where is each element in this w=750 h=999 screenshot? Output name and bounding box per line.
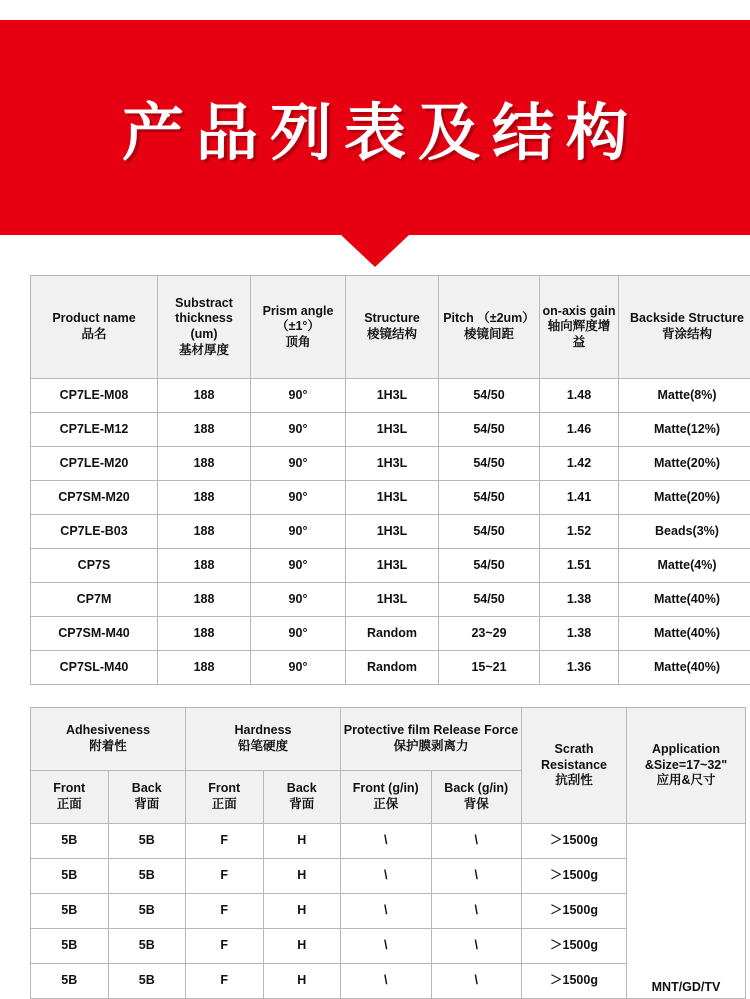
header-substrate-thickness: Substract thickness (um) 基材厚度	[158, 276, 251, 379]
property-spec-table-head	[31, 708, 746, 824]
cell-hardness-front: F	[186, 824, 264, 859]
table-row	[31, 447, 750, 481]
cell-prism-angle: 90°	[251, 447, 346, 481]
table-spacer	[30, 685, 720, 707]
cell-adhesiveness-front: 5B	[31, 859, 109, 894]
cell-adhesiveness-back: 5B	[108, 824, 186, 859]
cell-thickness: 188	[158, 651, 251, 685]
cell-thickness: 188	[158, 379, 251, 413]
cell-prism-angle: 90°	[251, 583, 346, 617]
subheader-release-front: Front (g/in) 正保	[341, 771, 432, 824]
table-row	[31, 515, 750, 549]
cell-product-name: CP7S	[31, 549, 158, 583]
cell-adhesiveness-front: 5B	[31, 894, 109, 929]
cell-pitch: 23~29	[439, 617, 540, 651]
property-spec-table-body	[31, 824, 746, 999]
property-spec-table	[30, 707, 746, 999]
table-group-header-row	[31, 708, 746, 771]
cell-product-name: CP7M	[31, 583, 158, 617]
header-protective-film-release-force: Protective film Release Force 保护膜剥离力	[341, 708, 522, 771]
subheader-release-back: Back (g/in) 背保	[431, 771, 522, 824]
cell-product-name: CP7SM-M40	[31, 617, 158, 651]
cell-pitch: 54/50	[439, 515, 540, 549]
cell-scratch-resistance: ＞1500g	[522, 964, 627, 999]
cell-release-back: \	[431, 894, 522, 929]
cell-release-front: \	[341, 824, 432, 859]
cell-product-name: CP7LE-M20	[31, 447, 158, 481]
cell-gain: 1.42	[540, 447, 619, 481]
cell-adhesiveness-front: 5B	[31, 964, 109, 999]
header-scratch-resistance: Scrath Resistance 抗刮性	[522, 708, 627, 824]
cell-hardness-back: H	[263, 929, 341, 964]
subheader-hardness-front: Front 正面	[186, 771, 264, 824]
cell-hardness-front: F	[186, 859, 264, 894]
cell-prism-angle: 90°	[251, 549, 346, 583]
cell-hardness-front: F	[186, 929, 264, 964]
header-prism-angle: Prism angle（±1°） 顶角	[251, 276, 346, 379]
table-row	[31, 481, 750, 515]
cell-gain: 1.46	[540, 413, 619, 447]
cell-pitch: 54/50	[439, 413, 540, 447]
cell-scratch-resistance: ＞1500g	[522, 824, 627, 859]
cell-prism-angle: 90°	[251, 379, 346, 413]
cell-gain: 1.41	[540, 481, 619, 515]
cell-backside: Matte(20%)	[619, 447, 750, 481]
product-spec-table-head	[31, 276, 750, 379]
cell-structure: 1H3L	[346, 447, 439, 481]
subheader-hardness-back: Back 背面	[263, 771, 341, 824]
cell-backside: Matte(40%)	[619, 617, 750, 651]
cell-adhesiveness-front: 5B	[31, 929, 109, 964]
cell-structure: 1H3L	[346, 515, 439, 549]
header-structure: Structure 棱镜结构	[346, 276, 439, 379]
cell-thickness: 188	[158, 481, 251, 515]
cell-application: MNT/GD/TV	[627, 824, 746, 999]
cell-gain: 1.38	[540, 583, 619, 617]
cell-gain: 1.48	[540, 379, 619, 413]
header-pitch: Pitch （±2um） 棱镜间距	[439, 276, 540, 379]
table-header-row	[31, 276, 750, 379]
cell-release-back: \	[431, 964, 522, 999]
cell-prism-angle: 90°	[251, 413, 346, 447]
cell-release-front: \	[341, 929, 432, 964]
cell-structure: Random	[346, 651, 439, 685]
cell-prism-angle: 90°	[251, 481, 346, 515]
cell-scratch-resistance: ＞1500g	[522, 894, 627, 929]
table-row	[31, 413, 750, 447]
cell-release-front: \	[341, 964, 432, 999]
cell-pitch: 54/50	[439, 379, 540, 413]
cell-pitch: 54/50	[439, 447, 540, 481]
header-application-size: Application &Size=17~32" 应用&尺寸	[627, 708, 746, 824]
cell-release-front: \	[341, 894, 432, 929]
tables-area	[0, 275, 750, 999]
product-spec-table	[30, 275, 750, 685]
table-row	[31, 583, 750, 617]
cell-gain: 1.52	[540, 515, 619, 549]
cell-pitch: 54/50	[439, 549, 540, 583]
cell-product-name: CP7LE-B03	[31, 515, 158, 549]
table-row	[31, 617, 750, 651]
cell-backside: Matte(8%)	[619, 379, 750, 413]
cell-release-back: \	[431, 824, 522, 859]
cell-pitch: 54/50	[439, 481, 540, 515]
cell-backside: Matte(40%)	[619, 651, 750, 685]
banner-arrow-icon	[341, 235, 409, 267]
cell-structure: 1H3L	[346, 583, 439, 617]
header-backside-structure: Backside Structure 背涂结构	[619, 276, 750, 379]
cell-thickness: 188	[158, 583, 251, 617]
cell-backside: Matte(40%)	[619, 583, 750, 617]
cell-structure: 1H3L	[346, 413, 439, 447]
cell-thickness: 188	[158, 617, 251, 651]
cell-product-name: CP7LE-M08	[31, 379, 158, 413]
cell-product-name: CP7SL-M40	[31, 651, 158, 685]
cell-prism-angle: 90°	[251, 651, 346, 685]
page-banner	[0, 0, 750, 275]
cell-adhesiveness-back: 5B	[108, 964, 186, 999]
cell-backside: Matte(12%)	[619, 413, 750, 447]
table-row	[31, 651, 750, 685]
cell-hardness-front: F	[186, 964, 264, 999]
cell-product-name: CP7LE-M12	[31, 413, 158, 447]
cell-prism-angle: 90°	[251, 515, 346, 549]
cell-thickness: 188	[158, 515, 251, 549]
table-row	[31, 549, 750, 583]
cell-hardness-back: H	[263, 964, 341, 999]
table-row	[31, 379, 750, 413]
cell-structure: 1H3L	[346, 481, 439, 515]
cell-pitch: 54/50	[439, 583, 540, 617]
cell-hardness-back: H	[263, 894, 341, 929]
cell-gain: 1.36	[540, 651, 619, 685]
header-adhesiveness: Adhesiveness 附着性	[31, 708, 186, 771]
cell-scratch-resistance: ＞1500g	[522, 929, 627, 964]
cell-release-front: \	[341, 859, 432, 894]
cell-gain: 1.51	[540, 549, 619, 583]
cell-structure: Random	[346, 617, 439, 651]
subheader-adhesiveness-front: Front 正面	[31, 771, 109, 824]
cell-prism-angle: 90°	[251, 617, 346, 651]
cell-backside: Matte(20%)	[619, 481, 750, 515]
cell-backside: Matte(4%)	[619, 549, 750, 583]
cell-adhesiveness-front: 5B	[31, 824, 109, 859]
cell-product-name: CP7SM-M20	[31, 481, 158, 515]
header-hardness: Hardness 铅笔硬度	[186, 708, 341, 771]
cell-hardness-front: F	[186, 894, 264, 929]
cell-gain: 1.38	[540, 617, 619, 651]
cell-hardness-back: H	[263, 859, 341, 894]
subheader-adhesiveness-back: Back 背面	[108, 771, 186, 824]
cell-thickness: 188	[158, 413, 251, 447]
cell-backside: Beads(3%)	[619, 515, 750, 549]
product-spec-table-body	[31, 379, 750, 685]
cell-scratch-resistance: ＞1500g	[522, 859, 627, 894]
cell-thickness: 188	[158, 447, 251, 481]
cell-adhesiveness-back: 5B	[108, 894, 186, 929]
table-row	[31, 824, 746, 859]
page-title: 产品列表及结构	[0, 20, 750, 235]
cell-structure: 1H3L	[346, 549, 439, 583]
cell-pitch: 15~21	[439, 651, 540, 685]
header-on-axis-gain: on-axis gain 轴向辉度增益	[540, 276, 619, 379]
cell-release-back: \	[431, 859, 522, 894]
cell-adhesiveness-back: 5B	[108, 859, 186, 894]
cell-thickness: 188	[158, 549, 251, 583]
cell-release-back: \	[431, 929, 522, 964]
cell-adhesiveness-back: 5B	[108, 929, 186, 964]
cell-structure: 1H3L	[346, 379, 439, 413]
cell-hardness-back: H	[263, 824, 341, 859]
header-product-name: Product name 品名	[31, 276, 158, 379]
